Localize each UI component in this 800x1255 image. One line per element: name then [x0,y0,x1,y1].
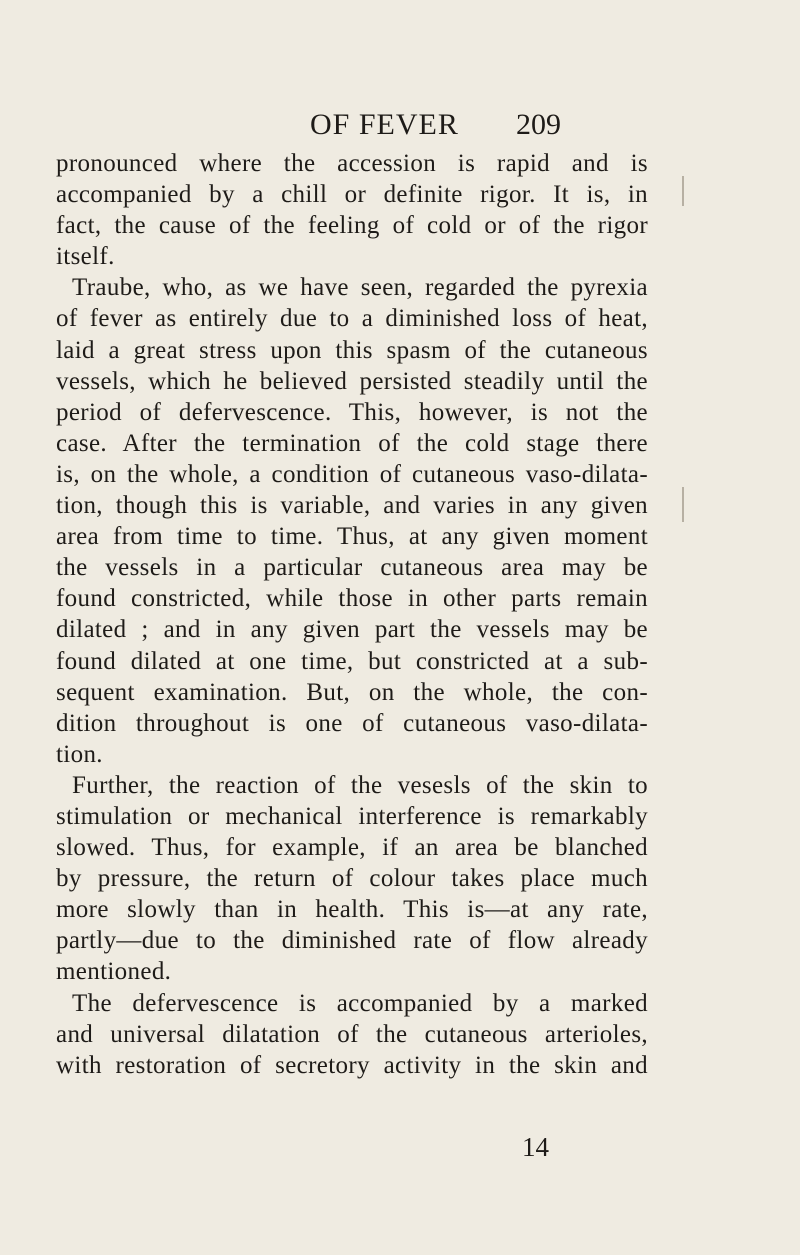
text-line: pronounced where the accession is rapid and is [56,150,648,177]
text-line: partly—due to the diminished rate of flow already [56,927,648,955]
text-line: and universal dilatation of the cutaneous arterioles, [56,1020,648,1048]
text-line: tion. [56,740,103,768]
text-line: the vessels in a particular cutaneous area may be [56,554,648,582]
text-line: dition throughout is one of cutaneous vaso-dilata- [56,709,648,737]
text-line: by pressure, the return of colour takes place much [56,865,648,893]
text-line: of fever as entirely due to a diminished loss of heat, [56,305,648,333]
text-line: sequent examination. But, on the whole, the con- [56,678,648,706]
text-line: Traube, who, as we have seen, regarded the pyrexia [72,274,648,302]
text-line: case. After the termination of the cold stage there [56,429,648,457]
text-line: found dilated at one time, but constricted at a sub- [56,647,648,675]
text-line: found constricted, while those in other parts remain [56,585,648,613]
text-line: mentioned. [56,958,172,986]
text-line: with restoration of secretory activity in the skin and [56,1051,648,1079]
text-line: The defervescence is accompanied by a marked [72,989,648,1017]
text-line: period of defervescence. This, however, is not the [56,398,648,426]
text-line: dilated ; and in any given part the vessels may be [56,616,648,644]
text-line: tion, though this is variable, and varies in any given [56,492,648,520]
text-line: area from time to time. Thus, at any given moment [56,523,648,551]
text-line: is, on the whole, a condition of cutaneous vaso-dilata- [56,460,648,488]
text-line: accompanied by a chill or definite rigor. It is, in [56,181,648,209]
text-line: Further, the reaction of the vesesls of the skin to [72,771,648,799]
text-line: itself. [56,243,115,271]
text-line: more slowly than in health. This is—at any rate, [56,896,648,924]
body-text [56,148,648,1081]
margin-mark [682,176,684,206]
text-line: stimulation or mechanical interference is remarkably [56,802,648,830]
text-line: vessels, which he believed persisted steadily until the [56,367,648,395]
running-head: OF FEVER [310,108,459,141]
margin-mark [682,487,684,522]
text-line: fact, the cause of the feeling of cold or of the rigor [56,212,648,240]
signature-mark: 14 [522,1132,549,1162]
text-line: laid a great stress upon this spasm of the cutaneous [56,336,648,364]
page-number: 209 [516,108,561,141]
text-line: slowed. Thus, for example, if an area be blanched [56,834,648,862]
